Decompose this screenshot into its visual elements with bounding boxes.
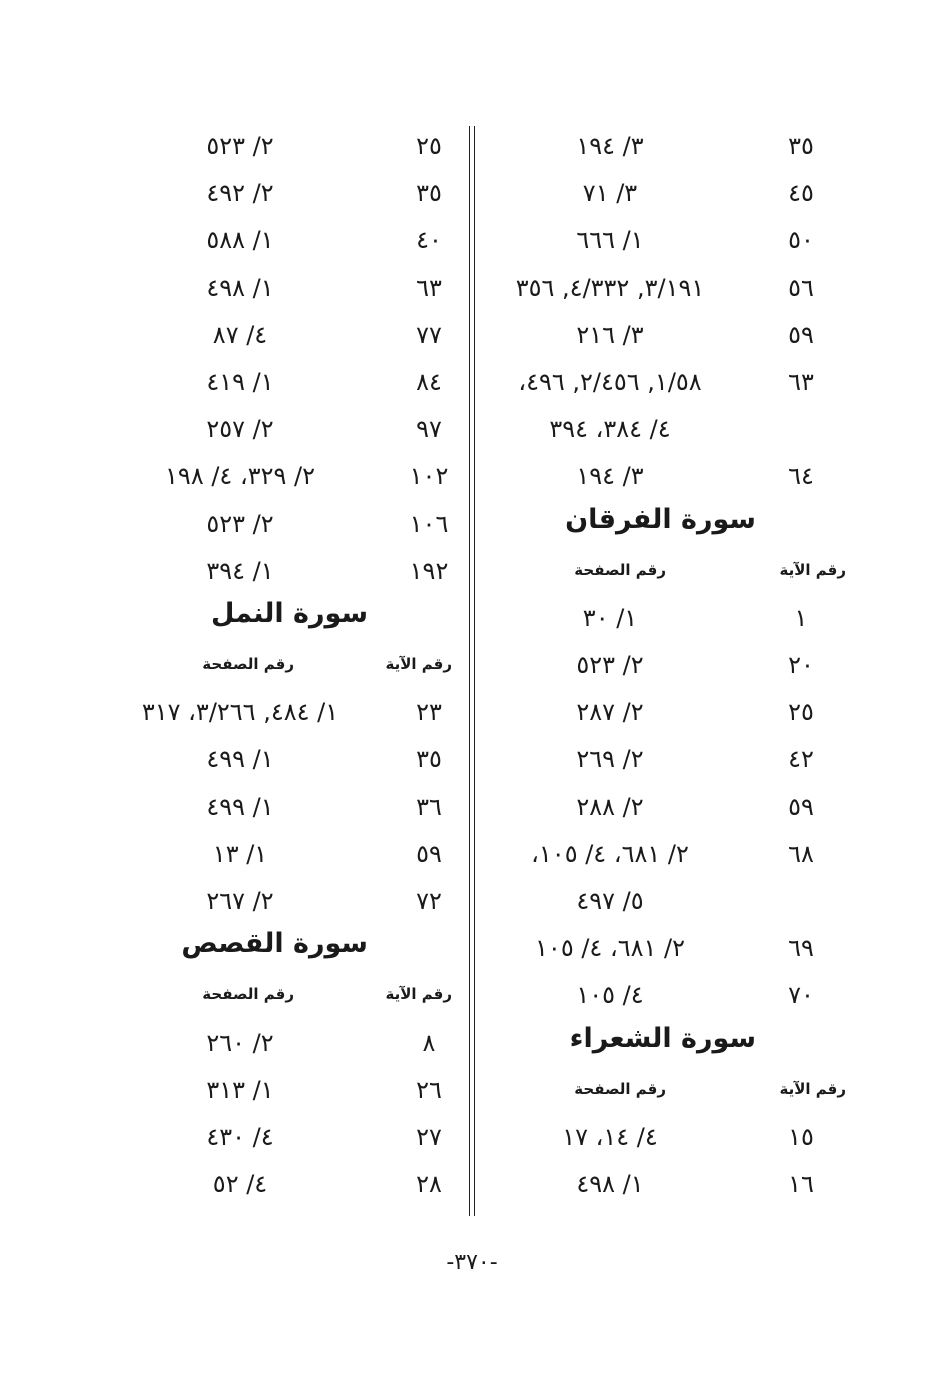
index-row — [128, 783, 464, 830]
index-row — [486, 216, 836, 263]
index-row — [128, 311, 464, 358]
index-row — [486, 1113, 836, 1160]
index-row — [128, 1113, 464, 1160]
index-row — [128, 452, 464, 499]
page-reference: ٢/ ٢٦٧ — [206, 887, 274, 915]
page-reference: ٢/ ٦٨١، ٤/ ١٠٥ — [535, 934, 685, 963]
ayah-number: ٥٠ — [788, 226, 814, 255]
index-row — [128, 1160, 464, 1207]
ayah-number: ٣٥ — [416, 745, 442, 774]
ayah-number: ٧٧ — [416, 320, 442, 349]
page-reference: ٢/ ٢٨٨ — [576, 792, 644, 821]
index-row — [486, 735, 836, 782]
ayah-header: رقم الآية — [779, 560, 846, 579]
left-index-column — [128, 122, 464, 1207]
ayah-number: ٧٢ — [416, 887, 442, 915]
ayah-number: ٧٠ — [788, 981, 814, 1010]
surah-title: سورة النمل — [211, 597, 368, 629]
page-reference: ٢/ ٣٢٩، ٤/ ١٩٨ — [165, 462, 315, 491]
surah-heading — [486, 1019, 836, 1066]
page-reference: ١/ ٣٠ — [582, 603, 638, 632]
ayah-number: ٤٢ — [788, 745, 814, 774]
index-row — [486, 1160, 836, 1207]
ayah-number: ١٦ — [788, 1170, 814, 1199]
index-row — [486, 169, 836, 216]
ayah-number: ٦٤ — [788, 462, 814, 491]
ayah-number: ٥٩ — [788, 792, 814, 821]
page-reference: ١/ ١٣ — [212, 839, 268, 868]
ayah-number: ٥٩ — [788, 320, 814, 349]
index-row — [128, 547, 464, 594]
page-reference: ١/ ٥٨٨ — [206, 226, 274, 255]
column-headers — [486, 1066, 846, 1113]
ayah-number: ٨ — [422, 1028, 436, 1057]
page-reference: ٤/ ١٠٥ — [576, 981, 644, 1010]
index-row — [486, 264, 836, 311]
index-row — [486, 924, 836, 971]
page-reference: ٢/ ٤٩٢ — [206, 179, 274, 208]
index-row-continuation — [486, 877, 836, 924]
index-row — [128, 500, 464, 547]
ayah-number: ٢٣ — [416, 698, 442, 727]
page-reference: ٤/ ٤٣٠ — [206, 1122, 274, 1151]
column-divider — [469, 126, 475, 1216]
page-reference: ٤/ ٣٨٤، ٣٩٤ — [549, 415, 671, 444]
ayah-number: ٢٦ — [416, 1075, 442, 1104]
ayah-number: ٣٦ — [416, 792, 442, 821]
page-header: رقم الصفحة — [574, 560, 666, 579]
page-reference: ٢/ ٥٢٣ — [576, 651, 644, 680]
index-row — [128, 405, 464, 452]
page-reference: ٢/ ٢٦٠ — [206, 1028, 274, 1057]
surah-title: سورة الشعراء — [569, 1022, 756, 1054]
page-reference: ١/ ٤٨٤, ٣/٢٦٦، ٣١٧ — [141, 698, 339, 727]
index-row — [128, 169, 464, 216]
page-header: رقم الصفحة — [202, 655, 294, 674]
index-row — [486, 688, 836, 735]
index-row — [486, 311, 836, 358]
ayah-number: ٥٦ — [788, 273, 814, 302]
surah-heading — [486, 500, 836, 547]
ayah-header: رقم الآية — [385, 655, 452, 674]
surah-heading — [128, 924, 464, 971]
page-reference: ١/ ٣٩٤ — [206, 556, 274, 585]
page-reference: ١/ ٤٩٨ — [206, 273, 274, 302]
page-reference: ١/ ٤٩٩ — [206, 792, 274, 821]
ayah-number: ٨٤ — [416, 367, 442, 396]
page-reference: ١/ ٤٩٨ — [576, 1170, 644, 1199]
page-reference: ٤/ ١٤، ١٧ — [562, 1122, 658, 1151]
column-headers — [128, 971, 464, 1018]
page-reference: ٢/ ٢٨٧ — [576, 698, 644, 727]
page-reference: ٢/ ٥٢٣ — [206, 509, 274, 538]
page-reference: ٣/ ٢١٦ — [576, 320, 644, 349]
column-headers — [486, 547, 846, 594]
index-row — [486, 594, 836, 641]
page-reference: ٢/ ٢٦٩ — [576, 745, 644, 774]
ayah-number: ٤٠ — [416, 226, 442, 255]
index-row — [128, 1019, 464, 1066]
page-header: رقم الصفحة — [202, 985, 294, 1004]
page-reference: ٤/ ٥٢ — [212, 1170, 268, 1199]
page-header: رقم الصفحة — [574, 1079, 666, 1098]
index-row — [128, 216, 464, 263]
ayah-number: ٢٥ — [416, 132, 442, 160]
index-row — [128, 358, 464, 405]
ayah-number: ١ — [794, 603, 808, 632]
surah-heading — [128, 594, 464, 641]
ayah-number: ٢٨ — [416, 1170, 442, 1199]
ayah-number: ٦٣ — [416, 273, 442, 302]
page-reference: ٢/ ٦٨١، ٤/ ١٠٥، — [531, 839, 689, 868]
page-reference: ٣/ ١٩٤ — [576, 132, 644, 160]
page-reference: ٥/ ٤٩٧ — [576, 887, 644, 915]
index-row — [128, 122, 464, 169]
index-row-continuation — [486, 405, 836, 452]
ayah-number: ١٠٢ — [409, 462, 449, 491]
ayah-number: ٦٣ — [788, 367, 814, 396]
ayah-number: ٦٩ — [788, 934, 814, 963]
ayah-number: ١٩٢ — [409, 556, 449, 585]
page-number: -٣٧٠- — [446, 1250, 498, 1275]
page-reference: ٢/ ٢٥٧ — [206, 415, 274, 444]
page-reference: ٤/ ٨٧ — [212, 320, 268, 349]
page-reference: ١/ ٤٩٩ — [206, 745, 274, 774]
index-row — [486, 641, 836, 688]
ayah-number: ٢٠ — [788, 651, 814, 680]
page-reference: ٢/ ٥٢٣ — [206, 132, 274, 160]
ayah-header: رقم الآية — [385, 985, 452, 1004]
index-row — [486, 971, 836, 1018]
page-reference: ١/ ٦٦٦ — [576, 226, 644, 255]
index-row — [486, 783, 836, 830]
page-reference: ٣/ ١٩٤ — [576, 462, 644, 491]
ayah-number: ٥٩ — [416, 839, 442, 868]
surah-title: سورة الفرقان — [565, 503, 756, 535]
index-row — [128, 264, 464, 311]
ayah-number: ١٠٦ — [409, 509, 449, 538]
index-row — [486, 358, 836, 405]
ayah-number: ٣٥ — [788, 132, 814, 160]
surah-title: سورة القصص — [181, 928, 368, 960]
page-reference: ٣/ ٧١ — [582, 179, 638, 208]
ayah-number: ٦٨ — [788, 839, 814, 868]
ayah-header: رقم الآية — [779, 1079, 846, 1098]
ayah-number: ٣٥ — [416, 179, 442, 208]
index-row — [128, 1066, 464, 1113]
ayah-number: ٤٥ — [788, 179, 814, 208]
right-index-column — [486, 122, 846, 1207]
page-reference: ١/ ٣١٣ — [206, 1075, 274, 1104]
index-row — [486, 452, 836, 499]
ayah-number: ٢٥ — [788, 698, 814, 727]
page-reference: ١/٥٨, ٢/٤٥٦, ٤٩٦، — [518, 367, 702, 396]
index-row — [128, 735, 464, 782]
column-headers — [128, 641, 464, 688]
page-reference: ٣/١٩١, ٤/٣٣٢, ٣٥٦ — [515, 273, 705, 302]
index-row — [128, 830, 464, 877]
ayah-number: ١٥ — [788, 1122, 814, 1151]
index-row — [486, 830, 836, 877]
index-row — [486, 122, 836, 169]
index-row — [128, 688, 464, 735]
index-row — [128, 877, 464, 924]
page-reference: ١/ ٤١٩ — [206, 367, 274, 396]
ayah-number: ٩٧ — [416, 415, 442, 444]
ayah-number: ٢٧ — [416, 1122, 442, 1151]
